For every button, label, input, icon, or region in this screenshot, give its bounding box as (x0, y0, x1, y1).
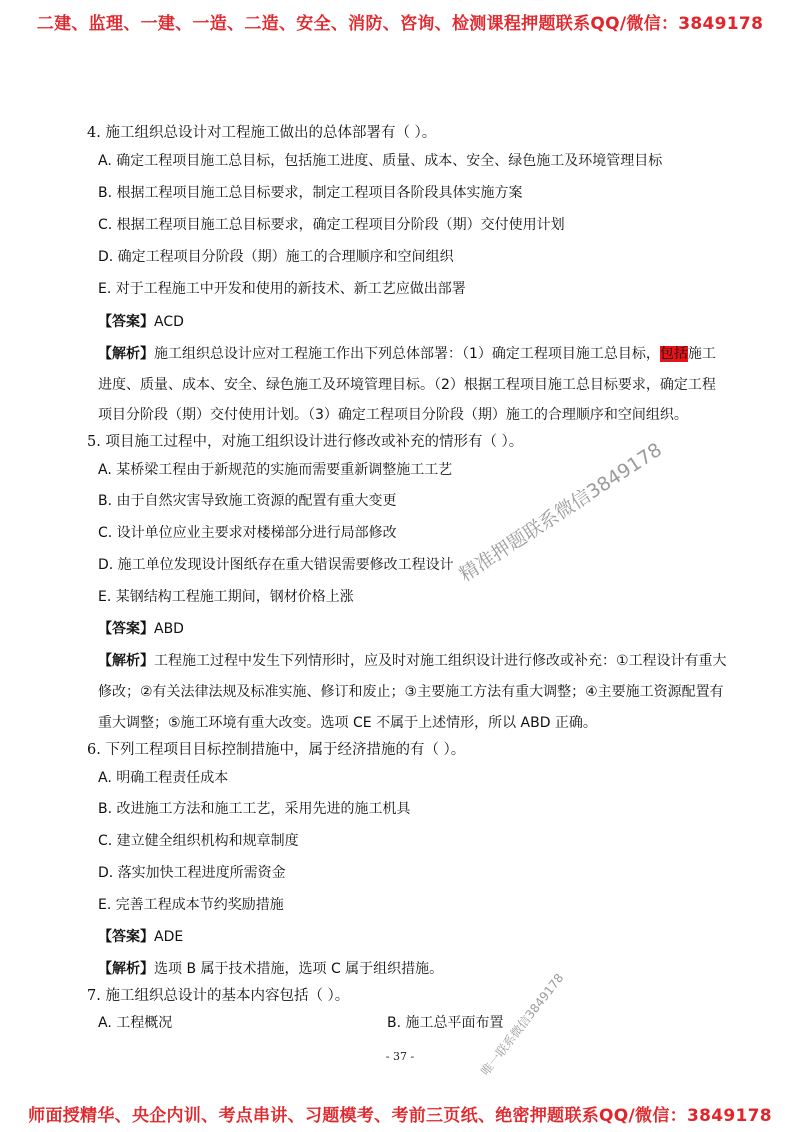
question-5-option-a: A. 某桥梁工程由于新规范的实施而需要重新调整施工工艺 (98, 462, 453, 478)
explanation-label: 【解析】 (98, 346, 154, 362)
question-5-explanation-line-1 (98, 650, 727, 670)
question-4-explanation-line-3: 项目分阶段（期）交付使用计划。（3）确定工程项目分阶段（期）施工的合理顺序和空间组织。 (98, 407, 688, 423)
watermark-text: 精准押题联系微信3849178 (455, 438, 666, 587)
explanation-label: 【解析】 (98, 653, 154, 669)
question-5-option-c: C. 设计单位应业主要求对楼梯部分进行局部修改 (98, 525, 397, 541)
question-4-option-e: E. 对于工程施工中开发和使用的新技术、新工艺应做出部署 (98, 281, 466, 297)
question-6-stem: 6. 下列工程项目目标控制措施中，属于经济措施的有（ ）。 (87, 742, 466, 758)
explanation-text: 选项 B 属于技术措施，选项 C 属于组织措施。 (154, 961, 444, 977)
explanation-text: 施工组织总设计应对工程施工作出下列总体部署：（1）确定工程项目施工总目标， (154, 346, 660, 362)
question-4-option-a: A. 确定工程项目施工总目标，包括施工进度、质量、成本、安全、绿色施工及环境管理目标 (98, 153, 663, 169)
answer-label: 【答案】 (98, 621, 154, 637)
question-4-option-d: D. 确定工程项目分阶段（期）施工的合理顺序和空间组织 (98, 249, 454, 265)
question-5-explanation-line-2: 修改；②有关法律法规及标准实施、修订和废止；③主要施工方法有重大调整；④主要施工资源配置有 (98, 684, 724, 700)
question-4-option-b: B. 根据工程项目施工总目标要求，制定工程项目各阶段具体实施方案 (98, 185, 523, 201)
explanation-label: 【解析】 (98, 961, 154, 977)
answer-value: ABD (154, 621, 184, 637)
explanation-text: 施工 (687, 346, 716, 362)
question-6-answer (98, 926, 183, 946)
explanation-text: 工程施工过程中发生下列情形时，应及时对施工组织设计进行修改或补充：①工程设计有重大 (154, 653, 727, 669)
question-5-answer (98, 618, 184, 638)
question-5-explanation-line-3: 重大调整；⑤施工环境有重大改变。选项 CE 不属于上述情形，所以 ABD 正确。 (98, 715, 597, 731)
question-4-stem: 4. 施工组织总设计对工程施工做出的总体部署有（ ）。 (87, 125, 437, 141)
highlighted-text: 包括 (659, 346, 688, 362)
question-4-explanation-line-2: 进度、质量、成本、安全、绿色施工及环境管理目标。（2）根据工程项目施工总目标要求，确定工程 (98, 377, 716, 393)
question-7-option-b: B. 施工总平面布置 (387, 1015, 504, 1031)
question-5-option-b: B. 由于自然灾害导致施工资源的配置有重大变更 (98, 493, 397, 509)
question-6-option-d: D. 落实加快工程进度所需资金 (98, 865, 286, 881)
question-5-stem: 5. 项目施工过程中，对施工组织设计进行修改或补充的情形有（ ）。 (87, 434, 524, 450)
question-6-option-e: E. 完善工程成本节约奖励措施 (98, 897, 284, 913)
question-6-option-b: B. 改进施工方法和施工工艺，采用先进的施工机具 (98, 801, 411, 817)
question-5-option-e: E. 某钢结构工程施工期间，钢材价格上涨 (98, 589, 354, 605)
question-6-option-c: C. 建立健全组织机构和规章制度 (98, 833, 299, 849)
question-4-option-c: C. 根据工程项目施工总目标要求，确定工程项目分阶段（期）交付使用计划 (98, 217, 565, 233)
question-4-answer (98, 311, 184, 331)
watermark-text: 唯一联系微信3849178 (478, 970, 567, 1079)
answer-value: ACD (154, 314, 184, 330)
top-banner: 二建、监理、一建、一造、二造、安全、消防、咨询、检测课程押题联系QQ/微信：3849178 (36, 14, 764, 34)
bottom-banner: 师面授精华、央企内训、考点串讲、习题模考、考前三页纸、绝密押题联系QQ/微信：3849178 (28, 1106, 772, 1126)
question-7-option-a: A. 工程概况 (98, 1015, 173, 1031)
page-number: - 37 - (385, 1050, 415, 1063)
question-4-explanation-line-1 (98, 343, 716, 363)
answer-value: ADE (154, 929, 184, 945)
answer-label: 【答案】 (98, 929, 154, 945)
question-6-explanation-line-1 (98, 958, 443, 978)
answer-label: 【答案】 (98, 314, 154, 330)
question-6-option-a: A. 明确工程责任成本 (98, 770, 229, 786)
question-5-option-d: D. 施工单位发现设计图纸存在重大错误需要修改工程设计 (98, 557, 454, 573)
question-7-stem: 7. 施工组织总设计的基本内容包括（ ）。 (87, 988, 350, 1004)
